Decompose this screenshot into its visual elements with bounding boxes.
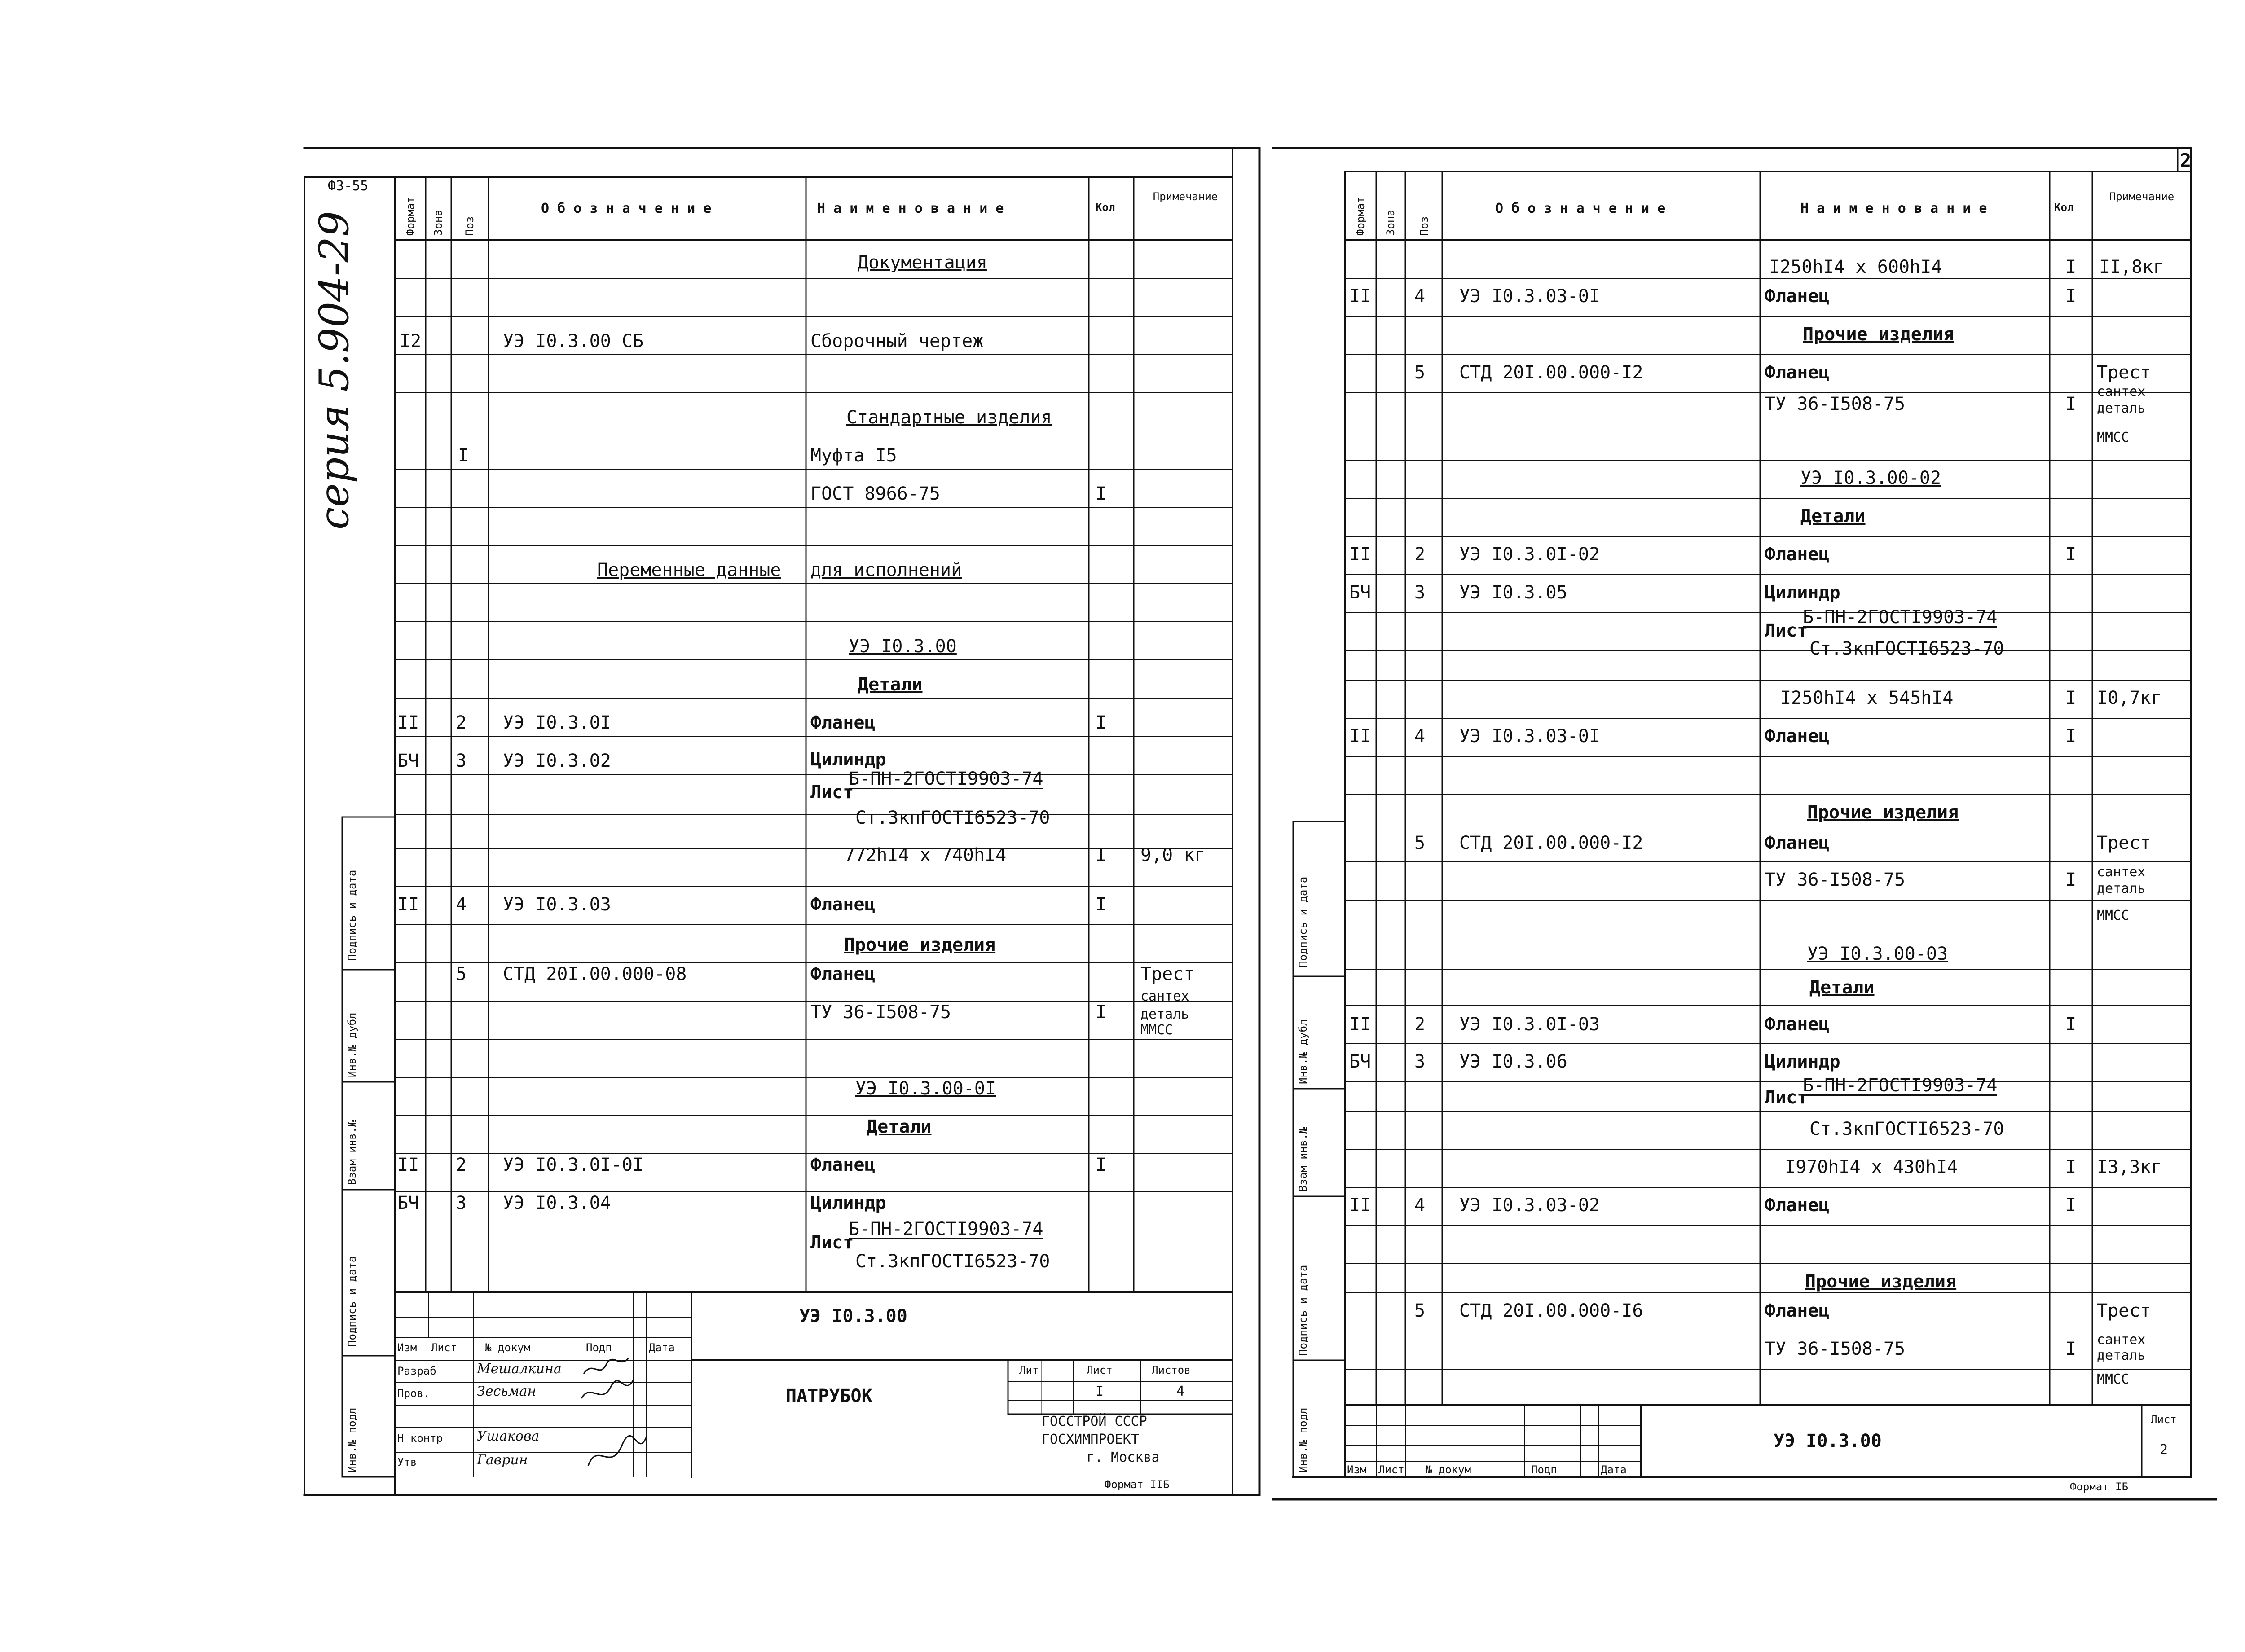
header-zone: Зона — [432, 210, 445, 236]
right-format: Формат IБ — [2070, 1481, 2129, 1493]
left-row10-format: БЧ — [397, 751, 419, 771]
left-row19-designation: УЭ I0.3.04 — [503, 1193, 611, 1213]
left-listov-value: 4 — [1176, 1384, 1185, 1399]
left-row5-qty: I — [1096, 483, 1107, 504]
right-row27-note3: ММСС — [2097, 1371, 2130, 1387]
right-header-format: Формат — [1354, 197, 1367, 236]
left-row9-format: II — [397, 712, 419, 733]
left-row15-qty: I — [1096, 1002, 1107, 1023]
header-pos: Поз — [463, 216, 476, 236]
side-stamp-inv-dubl: Инв.№ дубл — [346, 1012, 358, 1077]
left-row14-pos: 5 — [456, 964, 467, 984]
right-row10-format: БЧ — [1349, 582, 1371, 603]
stamp-code: Ф3-55 — [328, 178, 369, 194]
right-side-stamp-inv-dubl: Инв.№ дубл — [1297, 1019, 1309, 1084]
left-row19-format: БЧ — [397, 1193, 419, 1213]
header-format: Формат — [404, 197, 417, 236]
left-row18-format: II — [397, 1155, 419, 1175]
left-row2-format: I2 — [400, 331, 422, 351]
left-row11-note: 9,0 кг — [1140, 845, 1206, 866]
left-section-other: Прочие изделия — [844, 935, 996, 955]
right-tb-ndokum: № докум — [1426, 1463, 1471, 1476]
right-section-other-3: Прочие изделия — [1805, 1271, 1957, 1292]
right-row21-list: Лист — [1765, 1087, 1808, 1108]
left-row14-designation: СТД 20I.00.000-08 — [503, 964, 687, 984]
right-header-qty: Кол — [2054, 201, 2074, 214]
right-row23-name: I970hI4 x 430hI4 — [1785, 1157, 1958, 1177]
right-row24-name: Фланец — [1765, 1195, 1830, 1216]
left-for-variants: для исполнений — [810, 560, 962, 580]
right-row21-frac-top: Б-ПН-2ГОСТI9903-74 — [1803, 1075, 1998, 1096]
left-prov-label: Пров. — [397, 1387, 430, 1400]
right-row4-name: Фланец — [1765, 362, 1830, 383]
left-section-details-2: Детали — [867, 1116, 932, 1137]
right-row16-qty: I — [2065, 870, 2077, 890]
right-row21-name: Цилиндр — [1765, 1051, 1840, 1072]
right-row23-note: I3,3кг — [2097, 1157, 2162, 1177]
left-row10-name: Цилиндр — [810, 749, 886, 770]
right-row20-pos: 2 — [1414, 1014, 1426, 1035]
left-section-documentation: Документация — [858, 252, 987, 273]
right-row13-name: Фланец — [1765, 726, 1830, 747]
left-row5-name: ГОСТ 8966-75 — [810, 483, 940, 504]
right-side-stamp-inv-podl: Инв.№ подл — [1297, 1407, 1309, 1472]
right-row13-designation: УЭ I0.3.03-0I — [1459, 726, 1600, 747]
left-razrab-label: Разраб — [397, 1365, 436, 1377]
left-row11-qty: I — [1096, 845, 1107, 866]
right-variant-03: УЭ I0.3.00-03 — [1807, 944, 1948, 964]
right-row10-pos: 3 — [1414, 582, 1426, 603]
right-row9-name: Фланец — [1765, 544, 1830, 565]
right-row16-note1: сантех — [2097, 864, 2146, 880]
right-row5-note1: сантех — [2097, 384, 2146, 400]
right-row13-qty: I — [2065, 726, 2077, 747]
right-side-stamp-vzam-inv: Взам инв.№ — [1297, 1127, 1309, 1192]
right-row10-list: Лист — [1765, 620, 1808, 641]
right-row12-qty: I — [2065, 688, 2077, 708]
left-tb-ndokum: № докум — [485, 1341, 531, 1354]
right-row24-pos: 4 — [1414, 1195, 1426, 1216]
right-row2-pos: 4 — [1414, 286, 1426, 307]
left-row19-frac-top: Б-ПН-2ГОСТI9903-74 — [849, 1219, 1043, 1239]
right-row15-designation: СТД 20I.00.000-I2 — [1459, 833, 1643, 853]
header-note: Примечание — [1153, 190, 1218, 203]
right-row20-name: Фланец — [1765, 1014, 1830, 1035]
right-row2-qty: I — [2065, 286, 2077, 307]
left-row18-designation: УЭ I0.3.0I-0I — [503, 1155, 644, 1175]
right-row21-pos: 3 — [1414, 1051, 1426, 1072]
left-row4-pos: I — [458, 445, 469, 466]
left-lit-label: Лит — [1019, 1364, 1039, 1376]
left-variable-data: Переменные данные — [597, 560, 781, 580]
left-row12-designation: УЭ I0.3.03 — [503, 894, 611, 915]
left-row2-name: Сборочный чертеж — [810, 331, 984, 351]
right-row17-note: ММСС — [2097, 908, 2130, 923]
right-tb-izm: Изм — [1347, 1463, 1367, 1476]
right-doc-number: УЭ I0.3.00 — [1774, 1431, 1882, 1451]
right-row10-frac-bottom: Ст.3кпГОСТI6523-70 — [1809, 638, 2004, 659]
right-row1-qty: I — [2065, 257, 2077, 277]
left-row18-name: Фланец — [810, 1155, 876, 1175]
right-header-pos: Поз — [1418, 216, 1431, 236]
right-row15-pos: 5 — [1414, 833, 1426, 853]
left-row15-note3: ММСС — [1140, 1022, 1173, 1038]
right-section-details-2: Детали — [1809, 977, 1875, 998]
right-row24-designation: УЭ I0.3.03-02 — [1459, 1195, 1600, 1216]
right-row23-qty: I — [2065, 1157, 2077, 1177]
right-row13-pos: 4 — [1414, 726, 1426, 747]
right-row26-name: Фланец — [1765, 1301, 1830, 1321]
right-tb-data: Дата — [1601, 1463, 1627, 1476]
left-row18-pos: 2 — [456, 1155, 467, 1175]
left-row14-name: Фланец — [810, 964, 876, 984]
right-row16-name: ТУ 36-I508-75 — [1765, 870, 1906, 890]
left-section-details: Детали — [858, 674, 923, 695]
left-signatures — [579, 1356, 651, 1477]
right-header-note: Примечание — [2109, 190, 2175, 203]
left-doc-number: УЭ I0.3.00 — [799, 1306, 907, 1327]
left-row10-frac-top: Б-ПН-2ГОСТI9903-74 — [849, 769, 1043, 789]
left-row10-frac-bottom: Ст.3кпГОСТI6523-70 — [855, 808, 1050, 828]
right-row4-note: Трест — [2097, 362, 2151, 383]
right-row12-name: I250hI4 x 545hI4 — [1780, 688, 1954, 708]
right-row4-pos: 5 — [1414, 362, 1426, 383]
right-row9-format: II — [1349, 544, 1371, 565]
top-right-page-number: 2 — [2180, 149, 2192, 171]
right-row26-note: Трест — [2097, 1301, 2151, 1321]
right-row20-format: II — [1349, 1014, 1371, 1035]
left-row19-list: Лист — [810, 1232, 854, 1253]
left-row12-qty: I — [1096, 894, 1107, 915]
left-org2: ГОСХИМПРОЕКТ — [1042, 1432, 1139, 1447]
right-row27-name: ТУ 36-I508-75 — [1765, 1339, 1906, 1359]
right-row2-designation: УЭ I0.3.03-0I — [1459, 286, 1600, 307]
right-row26-designation: СТД 20I.00.000-I6 — [1459, 1301, 1643, 1321]
side-stamp-podpis-data-2: Подпись и дата — [346, 1256, 358, 1347]
side-stamp-podpis-data-1: Подпись и дата — [346, 870, 358, 961]
left-tb-izm: Изм — [397, 1341, 417, 1354]
right-list-label: Лист — [2151, 1413, 2177, 1426]
right-row5-qty: I — [2065, 394, 2077, 414]
right-row21-frac-bottom: Ст.3кпГОСТI6523-70 — [1809, 1119, 2004, 1139]
right-side-stamp-podpis-data-1: Подпись и дата — [1297, 876, 1309, 967]
left-tb-list: Лист — [431, 1341, 457, 1354]
right-row15-name: Фланец — [1765, 833, 1830, 853]
right-row1-note: II,8кг — [2099, 257, 2164, 277]
right-row4-designation: СТД 20I.00.000-I2 — [1459, 362, 1643, 383]
left-row19-pos: 3 — [456, 1193, 467, 1213]
right-row2-name: Фланец — [1765, 286, 1830, 307]
right-row9-designation: УЭ I0.3.0I-02 — [1459, 544, 1600, 565]
left-nkontr-name: Ушакова — [477, 1428, 540, 1444]
right-section-other-2: Прочие изделия — [1807, 802, 1959, 823]
right-row10-frac-top: Б-ПН-2ГОСТI9903-74 — [1803, 607, 1998, 628]
right-row9-pos: 2 — [1414, 544, 1426, 565]
right-row12-note: I0,7кг — [2097, 688, 2162, 708]
right-row24-qty: I — [2065, 1195, 2077, 1216]
right-section-other-1: Прочие изделия — [1803, 324, 1954, 345]
right-row20-designation: УЭ I0.3.0I-03 — [1459, 1014, 1600, 1035]
header-qty: Кол — [1096, 201, 1115, 214]
right-tb-podp: Подп — [1531, 1463, 1557, 1476]
header-designation: О б о з н а ч е н и е — [541, 201, 712, 216]
right-variant-02: УЭ I0.3.00-02 — [1800, 468, 1941, 488]
left-section-standard: Стандартные изделия — [846, 407, 1052, 428]
left-org3: г. Москва — [1087, 1450, 1160, 1465]
left-row2-designation: УЭ I0.3.00 СБ — [503, 331, 644, 351]
right-side-stamp-podpis-data-2: Подпись и дата — [1297, 1265, 1309, 1356]
left-row15-name: ТУ 36-I508-75 — [810, 1002, 951, 1023]
left-row10-pos: 3 — [456, 751, 467, 771]
left-list-label: Лист — [1087, 1364, 1113, 1376]
right-row24-format: II — [1349, 1195, 1371, 1216]
right-row1-name: I250hI4 x 600hI4 — [1769, 257, 1942, 277]
series-label: серия 5.904-29 — [311, 211, 358, 530]
header-name: Н а и м е н о в а н и е — [817, 201, 1004, 216]
left-row14-note: Трест — [1140, 964, 1195, 984]
right-row15-note: Трест — [2097, 833, 2151, 853]
left-razrab-name: Мешалкина — [477, 1361, 562, 1377]
left-row9-designation: УЭ I0.3.0I — [503, 712, 611, 733]
left-tb-podp: Подп — [586, 1341, 612, 1354]
right-row5-name: ТУ 36-I508-75 — [1765, 394, 1906, 414]
left-row15-note2: деталь — [1140, 1006, 1189, 1022]
left-format: Формат IIБ — [1105, 1478, 1170, 1491]
left-row18-qty: I — [1096, 1155, 1107, 1175]
right-row21-designation: УЭ I0.3.06 — [1459, 1051, 1567, 1072]
left-prov-name: Зесьман — [477, 1384, 537, 1399]
left-row12-pos: 4 — [456, 894, 467, 915]
left-row9-pos: 2 — [456, 712, 467, 733]
right-row10-name: Цилиндр — [1765, 582, 1840, 603]
left-row12-name: Фланец — [810, 894, 876, 915]
left-list-value: I — [1096, 1384, 1104, 1399]
right-row26-pos: 5 — [1414, 1301, 1426, 1321]
right-tb-list: Лист — [1378, 1463, 1404, 1476]
left-tb-data: Дата — [649, 1341, 675, 1354]
left-row10-designation: УЭ I0.3.02 — [503, 751, 611, 771]
left-row9-name: Фланец — [810, 712, 876, 733]
left-variant-00: УЭ I0.3.00 — [849, 636, 957, 657]
left-variant-01: УЭ I0.3.00-0I — [855, 1078, 996, 1099]
right-section-details-1: Детали — [1800, 506, 1866, 527]
left-utv-label: Утв — [397, 1456, 417, 1468]
right-row13-format: II — [1349, 726, 1371, 747]
left-row11-name: 772hI4 x 740hI4 — [844, 845, 1007, 866]
side-stamp-vzam-inv: Взам инв.№ — [346, 1120, 358, 1185]
right-list-value: 2 — [2160, 1442, 2168, 1458]
left-row19-name: Цилиндр — [810, 1193, 886, 1213]
left-row12-format: II — [397, 894, 419, 915]
right-header-zone: Зона — [1384, 210, 1397, 236]
side-stamp-inv-podl: Инв.№ подл — [346, 1407, 358, 1472]
right-row27-note1: сантех — [2097, 1332, 2146, 1348]
right-row21-format: БЧ — [1349, 1051, 1371, 1072]
left-row15-note1: сантех — [1140, 989, 1189, 1004]
right-row2-format: II — [1349, 286, 1371, 307]
right-row20-qty: I — [2065, 1014, 2077, 1035]
left-row9-qty: I — [1096, 712, 1107, 733]
right-row10-designation: УЭ I0.3.05 — [1459, 582, 1567, 603]
right-header-name: Н а и м е н о в а н и е — [1800, 201, 1987, 216]
left-utv-name: Гаврин — [477, 1452, 528, 1468]
left-row19-frac-bottom: Ст.3кпГОСТI6523-70 — [855, 1251, 1050, 1272]
left-title: ПАТРУБОК — [786, 1386, 872, 1406]
right-row9-qty: I — [2065, 544, 2077, 565]
left-org1: ГОССТРОЙ СССР — [1042, 1414, 1147, 1429]
right-row6-note: ММСС — [2097, 430, 2130, 445]
right-row27-note2: деталь — [2097, 1348, 2146, 1363]
left-row4-name: Муфта I5 — [810, 445, 897, 466]
right-row27-qty: I — [2065, 1339, 2077, 1359]
left-nkontr-label: Н контр — [397, 1432, 443, 1445]
right-header-designation: О б о з н а ч е н и е — [1495, 201, 1666, 216]
left-listov-label: Листов — [1152, 1364, 1191, 1376]
right-row5-note2: деталь — [2097, 400, 2146, 416]
left-row10-list: Лист — [810, 782, 854, 803]
right-row16-note2: деталь — [2097, 881, 2146, 896]
